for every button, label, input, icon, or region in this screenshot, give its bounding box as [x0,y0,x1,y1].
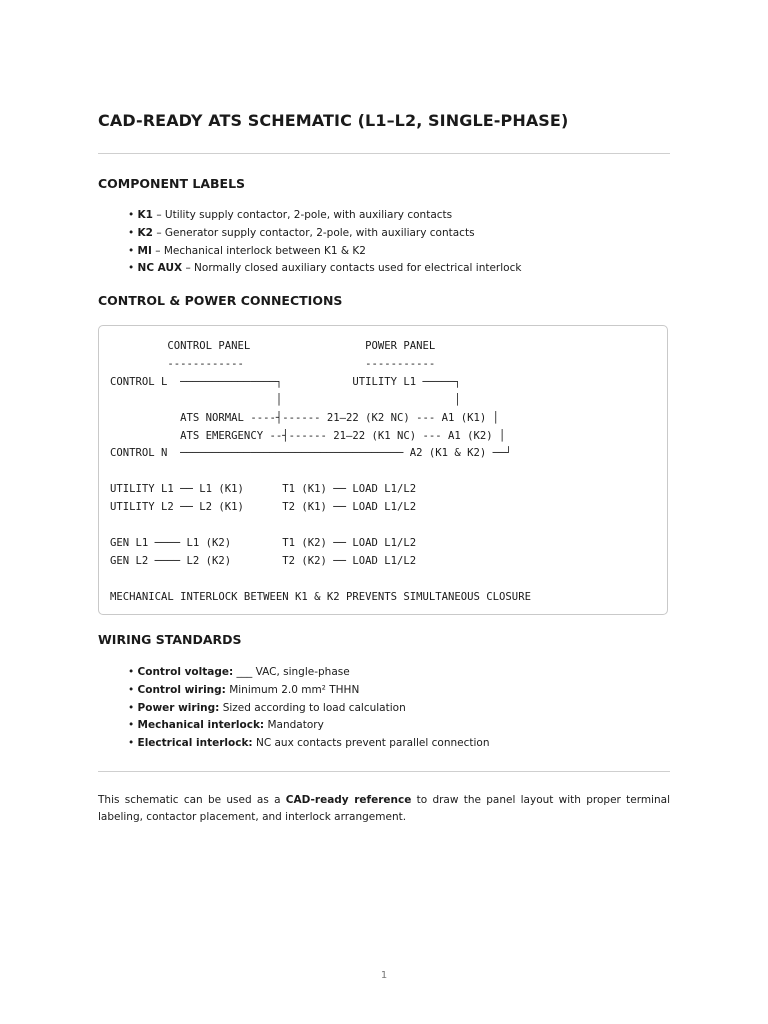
schematic-diagram-text [110,338,531,607]
list-item: • Electrical interlock: NC aux contacts prevent parallel connection [128,737,490,750]
list-item: • K1 – Utility supply contactor, 2-pole, with auxiliary contacts [128,209,453,221]
diagram-line: CONTROL L ───────────────┐ UTILITY L1 ─────┐ [110,375,461,388]
schematic-code-block [98,325,668,615]
list-item: • NC AUX – Normally closed auxiliary contacts used for electrical interlock [128,262,522,275]
diagram-line: CONTROL PANEL POWER PANEL [110,340,436,352]
component-labels-list [128,207,521,278]
list-item: • Power wiring: Sized according to load calculation [128,701,406,714]
list-item: • Control voltage: ___ VAC, single-phase [128,666,350,678]
closing-paragraph: This schematic can be used as a CAD-ready reference to draw the panel layout with proper terminal labeling, contactor placement, and interlock arrangement. [98,794,670,823]
wiring-standards-list [128,664,489,753]
diagram-line: UTILITY L2 ── L2 (K1) T2 (K1) ── LOAD L1/L2 [110,501,417,514]
diagram-line: ATS NORMAL ----┤------ 21–22 (K2 NC) --- A1 (K1) │ [110,411,500,424]
divider [98,153,670,154]
list-item: • K2 – Generator supply contactor, 2-pole, with auxiliary contacts [128,226,475,239]
list-item: • Control wiring: Minimum 2.0 mm² THHN [128,683,360,696]
list-item: • MI – Mechanical interlock between K1 & K2 [128,244,366,257]
diagram-line: GEN L2 ──── L2 (K2) T2 (K2) ── LOAD L1/L2 [110,554,417,567]
diagram-line: ------------ ----------- [110,357,436,370]
page-number: 1 [380,970,388,981]
diagram-line: UTILITY L1 ── L1 (K1) T1 (K1) ── LOAD L1/L2 [110,483,417,496]
diagram-line: GEN L1 ──── L1 (K2) T1 (K2) ── LOAD L1/L2 [110,536,417,549]
page-title: CAD-READY ATS SCHEMATIC (L1–L2, SINGLE-PHASE) [98,111,569,130]
list-item: • Mechanical interlock: Mandatory [128,719,324,732]
divider [98,771,670,772]
section-heading-wiring-standards: WIRING STANDARDS [98,632,242,647]
diagram-line: CONTROL N ─────────────────────────────────── A2 (K1 & K2) ──┘ [110,447,512,460]
diagram-line: MECHANICAL INTERLOCK BETWEEN K1 & K2 PREVENTS SIMULTANEOUS CLOSURE [110,590,531,603]
diagram-line: │ │ [110,393,461,406]
section-heading-connections: CONTROL & POWER CONNECTIONS [98,293,343,308]
diagram-line: ATS EMERGENCY --┤------ 21–22 (K1 NC) --- A1 (K2) │ [110,429,506,442]
section-heading-component-labels: COMPONENT LABELS [98,176,246,191]
